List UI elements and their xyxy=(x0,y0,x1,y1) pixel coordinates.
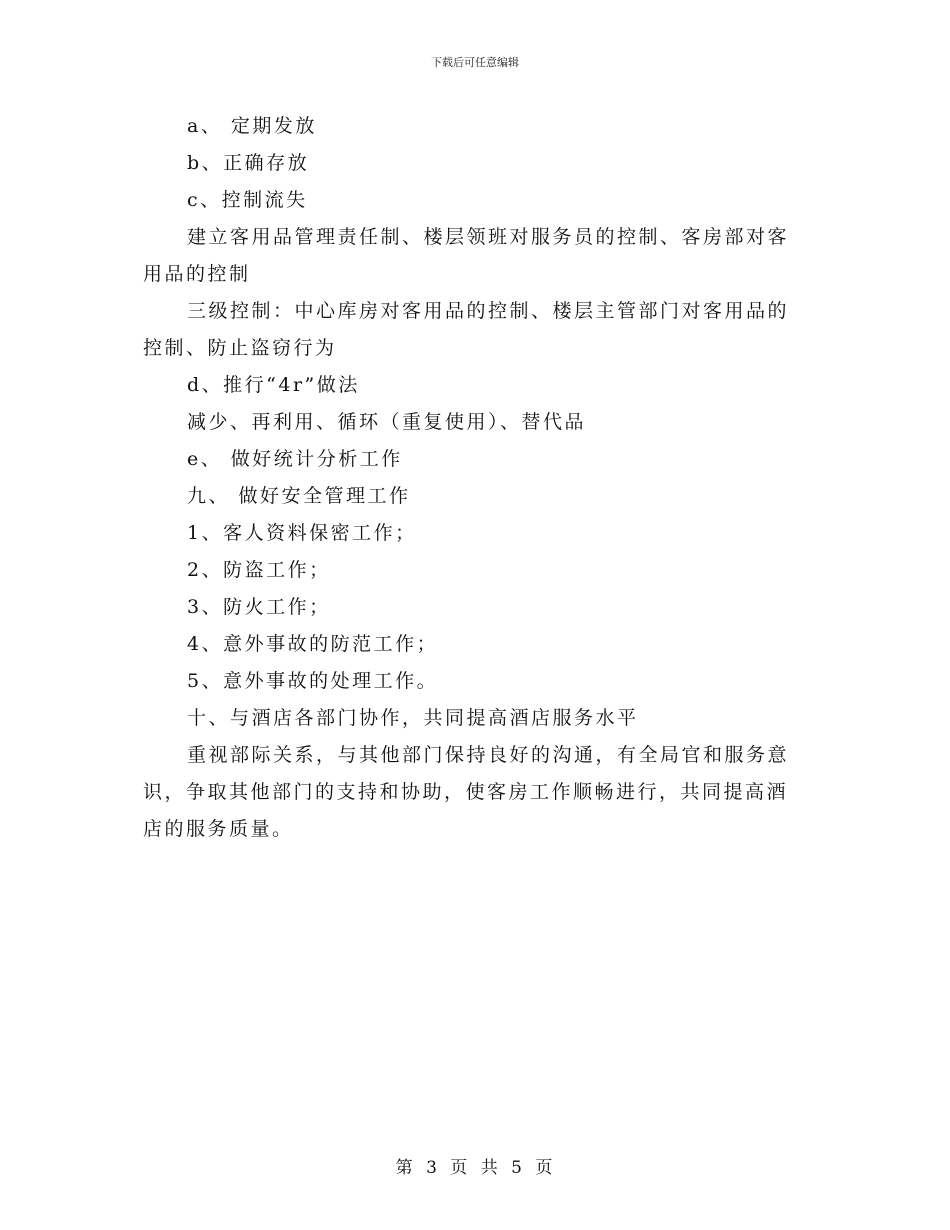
section-heading: 十、与酒店各部门协作，共同提高酒店服务水平 xyxy=(187,707,639,729)
paragraph-line: c、控制流失 xyxy=(187,189,308,211)
section-heading: 九、 做好安全管理工作 xyxy=(187,485,411,507)
paragraph-line: d、推行“4r”做法 xyxy=(187,374,360,396)
body-text xyxy=(143,108,811,848)
paragraph-line: 店的服务质量。 xyxy=(143,818,294,840)
paragraph-line: 控制、防止盗窃行为 xyxy=(143,337,337,359)
paragraph-line: 减少、再利用、循环（重复使用）、替代品 xyxy=(187,411,587,433)
paragraph-line: 用品的控制 xyxy=(143,263,251,285)
list-item: 4、意外事故的防范工作； xyxy=(187,633,439,655)
paragraph-line: e、 做好统计分析工作 xyxy=(187,448,403,470)
list-item: 2、防盗工作； xyxy=(187,559,331,581)
paragraph-line: a、 定期发放 xyxy=(187,115,317,137)
list-item: 5、意外事故的处理工作。 xyxy=(187,670,439,692)
paragraph-line: 重视部际关系，与其他部门保持良好的沟通，有全局官和服务意 xyxy=(187,744,790,766)
paragraph-line: 识，争取其他部门的支持和协助，使客房工作顺畅进行，共同提高酒 xyxy=(143,781,789,803)
paragraph-line: 三级控制：中心库房对客用品的控制、楼层主管部门对客用品的 xyxy=(187,300,790,322)
page-number: 第 3 页 共 5 页 xyxy=(395,1158,555,1178)
header-note: 下载后可任意编辑 xyxy=(431,56,519,69)
list-item: 1、客人资料保密工作； xyxy=(187,522,417,544)
paragraph-line: 建立客用品管理责任制、楼层领班对服务员的控制、客房部对客 xyxy=(187,226,790,248)
list-item: 3、防火工作； xyxy=(187,596,331,618)
paragraph-line: b、正确存放 xyxy=(187,152,310,174)
